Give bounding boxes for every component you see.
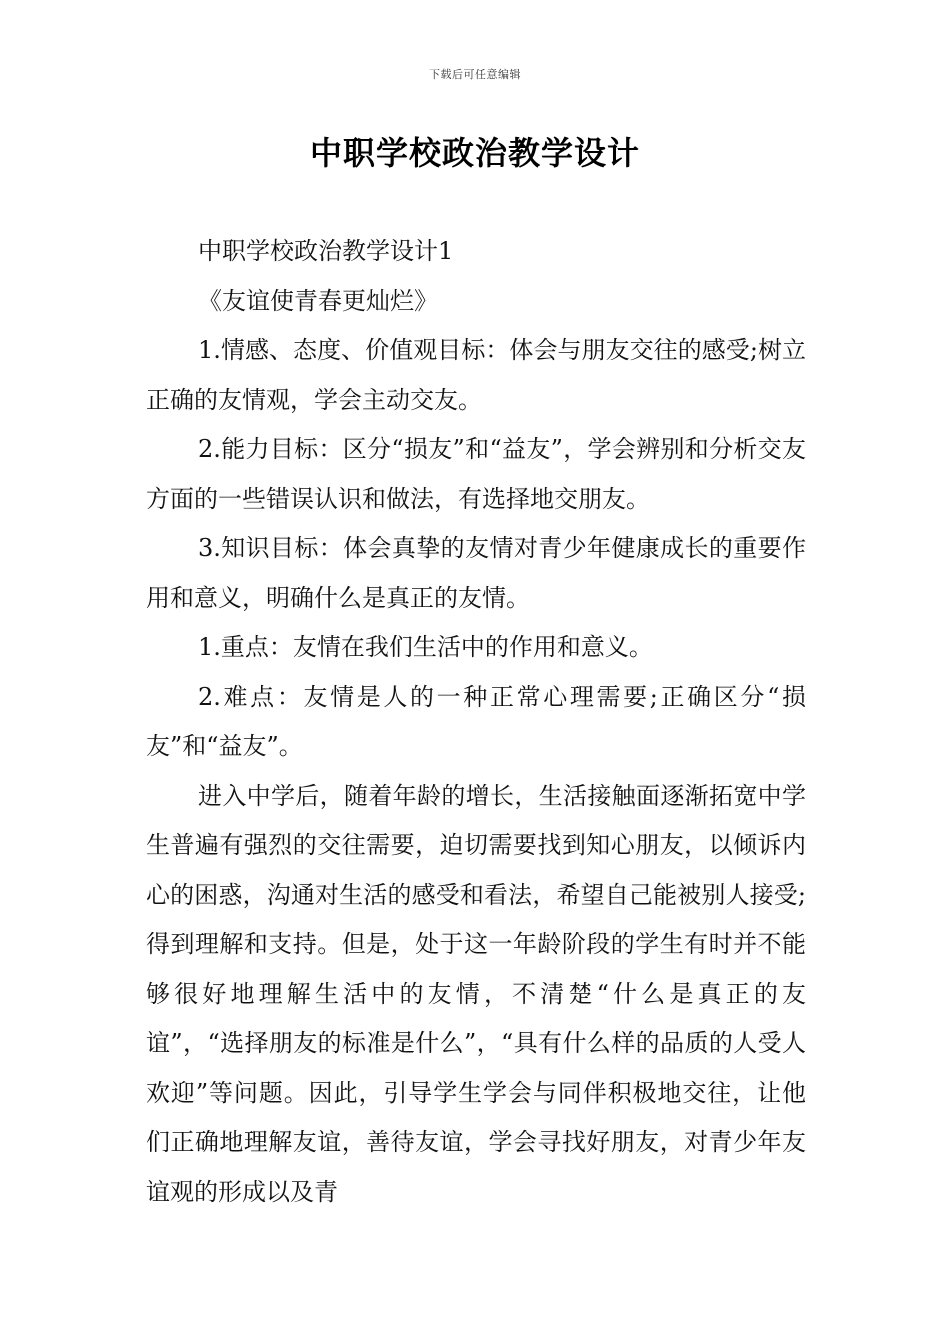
header-note: 下载后可任意编辑	[429, 68, 521, 81]
goal-ability: 2.能力目标：区分“损友”和“益友”，学会辨别和分析交友方面的一些错误认识和做法，有选择地交朋友。	[146, 435, 806, 513]
lesson-title: 《友谊使青春更灿烂》	[198, 286, 438, 315]
section-heading: 中职学校政治教学设计1	[198, 237, 454, 265]
key-point: 1.重点：友情在我们生活中的作用和意义。	[198, 633, 653, 661]
difficult-point: 2.难点：友情是人的一种正常心理需要;正确区分“损友”和“益友”。	[146, 682, 806, 760]
goal-emotion: 1.情感、态度、价值观目标：体会与朋友交往的感受;树立正确的友情观，学会主动交友。	[146, 336, 806, 414]
body-paragraph: 进入中学后，随着年龄的增长，生活接触面逐渐拓宽中学生普遍有强烈的交往需要，迫切需要找到知心朋友，以倾诉内心的困惑，沟通对生活的感受和看法，希望自己能被别人接受;得到理解和支持。但是，处于这一年龄阶段的学生有时并不能够很好地理解生活中的友情，不清楚“什么是真正的友谊”，“选择朋友的标准是什么”，“具有什么样的品质的人受人欢迎”等问题。因此，引导学生学会与同伴积极地交往，让他们正确地理解友谊，善待友谊，学会寻找好朋友，对青少年友谊观的形成以及青	[146, 781, 806, 1206]
goal-knowledge: 3.知识目标：体会真挚的友情对青少年健康成长的重要作用和意义，明确什么是真正的友情。	[146, 534, 806, 612]
document-title: 中职学校政治教学设计	[309, 134, 640, 172]
document-body	[146, 227, 806, 1217]
